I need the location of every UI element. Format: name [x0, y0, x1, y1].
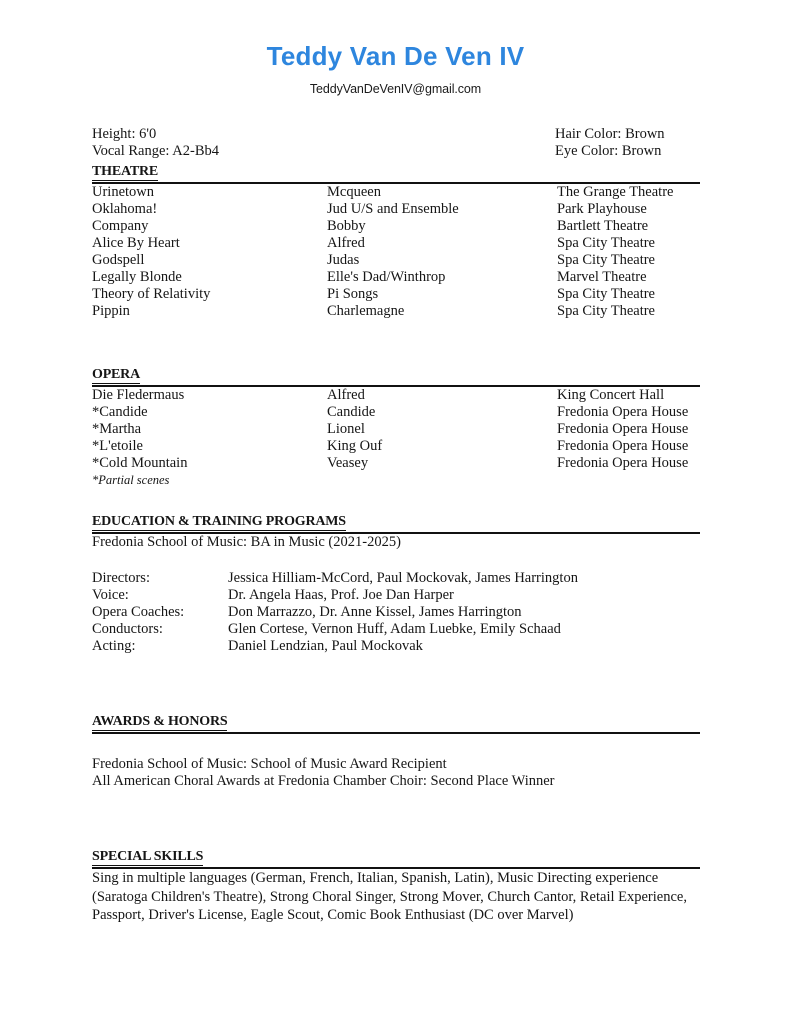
- opera-footnote: *Partial scenes: [92, 473, 170, 487]
- vitals-row-vocal-range: [92, 143, 700, 160]
- training-value: Dr. Angela Haas, Prof. Joe Dan Harper: [228, 587, 454, 603]
- credit-venue: The Grange Theatre: [557, 184, 674, 200]
- vitals-eye-color: Eye Color: Brown: [555, 143, 662, 159]
- awards-list: [92, 756, 700, 790]
- credit-venue: Fredonia Opera House: [557, 455, 689, 471]
- credit-role: Judas: [327, 252, 360, 268]
- section-heading-theatre: [92, 162, 700, 181]
- table-row: [92, 387, 700, 404]
- credit-show: *Martha: [92, 421, 142, 437]
- credit-role: Alfred: [327, 235, 365, 251]
- credit-venue: Spa City Theatre: [557, 303, 655, 319]
- credit-show: *Cold Mountain: [92, 455, 188, 471]
- training-value: Glen Cortese, Vernon Huff, Adam Luebke, Emily Schaad: [228, 621, 561, 637]
- training-list: [92, 570, 700, 655]
- table-row: [92, 218, 700, 235]
- credit-venue: Fredonia Opera House: [557, 438, 689, 454]
- training-label: Opera Coaches:: [92, 604, 185, 620]
- table-row: [92, 455, 700, 472]
- list-item: [92, 604, 700, 621]
- spacer: [92, 488, 700, 510]
- table-row: [92, 252, 700, 269]
- credit-role: King Ouf: [327, 438, 383, 454]
- training-value: Don Marrazzo, Dr. Anne Kissel, James Harrington: [228, 604, 522, 620]
- section-heading-awards-label: AWARDS & HONORS: [92, 714, 228, 729]
- credit-show: Legally Blonde: [92, 269, 182, 285]
- table-row: [92, 235, 700, 252]
- table-row: [92, 438, 700, 455]
- credit-venue: Fredonia Opera House: [557, 404, 689, 420]
- credit-show: Godspell: [92, 252, 145, 268]
- credit-show: Urinetown: [92, 184, 155, 200]
- credit-show: Oklahoma!: [92, 201, 158, 217]
- education-school: Fredonia School of Music: BA in Music (2021-2025): [92, 534, 401, 550]
- credit-venue: Spa City Theatre: [557, 252, 655, 268]
- vitals-vocal-range: Vocal Range: A2-Bb4: [92, 143, 219, 159]
- credit-show: Company: [92, 218, 149, 234]
- credit-role: Lionel: [327, 421, 365, 437]
- spacer: [92, 655, 700, 710]
- table-row: [92, 201, 700, 218]
- table-row: [92, 404, 700, 421]
- section-heading-opera-label: OPERA: [92, 367, 141, 382]
- credit-venue: Bartlett Theatre: [557, 218, 649, 234]
- opera-credits-table: [92, 387, 700, 488]
- section-heading-skills-label: SPECIAL SKILLS: [92, 849, 204, 864]
- table-row: [92, 269, 700, 286]
- credit-show: Alice By Heart: [92, 235, 180, 251]
- list-item: [92, 638, 700, 655]
- vitals-height: Height: 6'0: [92, 126, 157, 142]
- training-label: Acting:: [92, 638, 136, 654]
- list-item: [92, 587, 700, 604]
- list-item: All American Choral Awards at Fredonia Chamber Choir: Second Place Winner: [92, 773, 555, 789]
- vitals-hair-color: Hair Color: Brown: [555, 126, 665, 142]
- credit-role: Candide: [327, 404, 376, 420]
- credit-role: Alfred: [327, 387, 365, 403]
- credit-show: *L'etoile: [92, 438, 143, 454]
- credit-show: Die Fledermaus: [92, 387, 185, 403]
- credit-venue: Spa City Theatre: [557, 235, 655, 251]
- credit-venue: Park Playhouse: [557, 201, 647, 217]
- section-heading-education-label: EDUCATION & TRAINING PROGRAMS: [92, 514, 346, 529]
- credit-role: Charlemagne: [327, 303, 405, 319]
- table-row: [92, 184, 700, 201]
- page-title: Teddy Van De Ven IV: [266, 41, 525, 71]
- credit-role: Pi Songs: [327, 286, 379, 302]
- training-value: Jessica Hilliam-McCord, Paul Mockovak, James Harrington: [228, 570, 578, 586]
- credit-show: *Candide: [92, 404, 148, 420]
- theatre-credits-table: [92, 184, 700, 320]
- credit-show: Pippin: [92, 303, 130, 319]
- credit-role: Veasey: [327, 455, 369, 471]
- credit-role: Bobby: [327, 218, 366, 234]
- vitals-row-height: [92, 126, 700, 143]
- credit-venue: King Concert Hall: [557, 387, 665, 403]
- training-value: Daniel Lendzian, Paul Mockovak: [228, 638, 423, 654]
- section-heading-education: [92, 512, 700, 531]
- spacer: [92, 320, 700, 363]
- credit-venue: Spa City Theatre: [557, 286, 655, 302]
- list-item: [92, 570, 700, 587]
- resume-body: [92, 0, 700, 925]
- table-row: [92, 303, 700, 320]
- credit-role: Jud U/S and Ensemble: [327, 201, 459, 217]
- section-heading-skills: [92, 847, 700, 866]
- list-item: [92, 621, 700, 638]
- table-row: [92, 286, 700, 303]
- spacer: [92, 734, 700, 756]
- section-heading-theatre-label: THEATRE: [92, 164, 159, 179]
- section-heading-awards: [92, 712, 700, 731]
- credit-venue: Marvel Theatre: [557, 269, 647, 285]
- list-item: Fredonia School of Music: School of Music Award Recipient: [92, 756, 447, 772]
- credit-venue: Fredonia Opera House: [557, 421, 689, 437]
- training-label: Directors:: [92, 570, 150, 586]
- contact-email[interactable]: TeddyVanDeVenIV@gmail.com: [309, 81, 482, 96]
- section-heading-opera: [92, 365, 700, 384]
- table-row: [92, 421, 700, 438]
- vitals-block: [92, 126, 700, 160]
- credit-role: Mcqueen: [327, 184, 381, 200]
- spacer: [92, 790, 700, 845]
- training-label: Voice:: [92, 587, 129, 603]
- credit-show: Theory of Relativity: [92, 286, 211, 302]
- skills-text: Sing in multiple languages (German, French, Italian, Spanish, Latin), Music Directing experience (Saratoga Children's Theatre), Strong Choral Singer, Strong Mover, Church Cantor, Retail Experience, Passport, Driver's License, Eagle Scout, Comic Book Enthusiast (DC over Marvel): [92, 870, 687, 923]
- training-label: Conductors:: [92, 621, 163, 637]
- credit-role: Elle's Dad/Winthrop: [327, 269, 446, 285]
